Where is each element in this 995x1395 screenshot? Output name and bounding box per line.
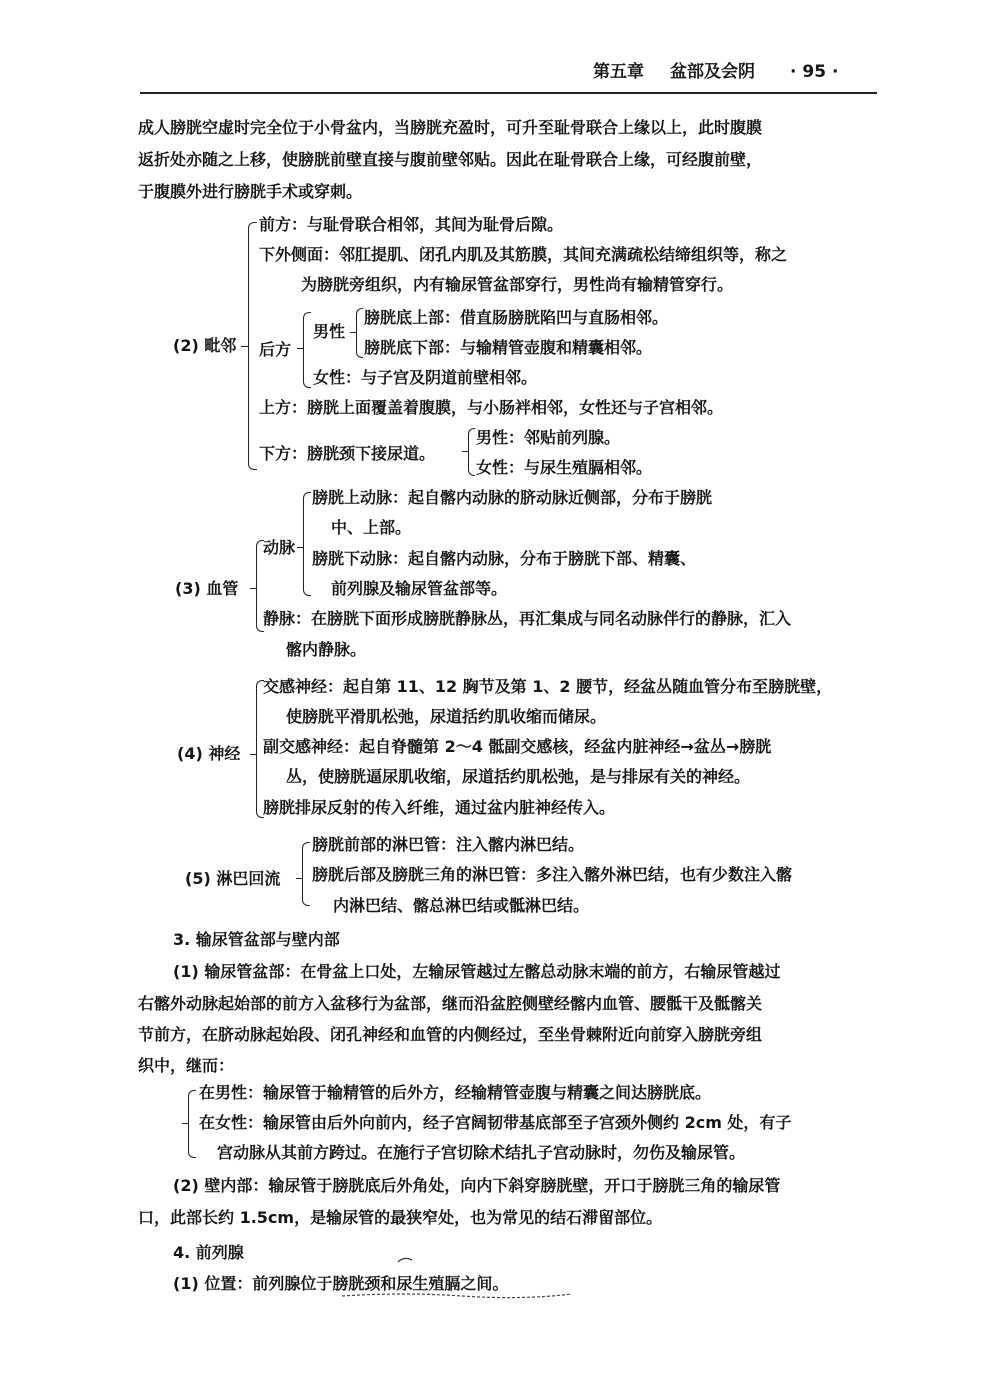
adjacent-female: 女性：与子宫及阴道前壁相邻。: [313, 368, 538, 387]
ureter-wall-1: (2) 壁内部：输尿管于膀胱底后外角处，向内下斜穿膀胱壁，开口于膀胱三角的输尿管: [173, 1176, 781, 1195]
adjacent-lateral-2: 为膀胱旁组织，内有输尿管盆部穿行，男性尚有输精管穿行。: [301, 275, 734, 294]
symp-1: 交感神经：起自第 11、12 胸节及第 1、2 腰节，经盆丛随血管分布至膀胱壁，: [263, 677, 833, 696]
ureter-sex-brace-tip: [182, 1123, 189, 1124]
nerves-label: (4) 神经: [177, 744, 241, 763]
vessels-brace-tip: [250, 588, 257, 589]
ureter-wall-2: 口，此部长约 1.5cm，是输尿管的最狭窄处，也为常见的结石滞留部位。: [138, 1208, 663, 1227]
sup-artery-1: 膀胱上动脉：起自髂内动脉的脐动脉近侧部，分布于膀胱: [312, 488, 713, 507]
ureter-pelvic-4: 织中，继而：: [138, 1056, 235, 1075]
adjacent-bottom-female: 女性：与尿生殖膈相邻。: [476, 458, 653, 477]
bottom-brace: [468, 428, 475, 476]
ureter-heading: 3. 输尿管盆部与壁内部: [173, 930, 340, 949]
male-brace-tip: [350, 332, 357, 333]
ureter-pelvic-1: (1) 输尿管盆部：在骨盆上口处，左输尿管越过左髂总动脉末端的前方，右输尿管越过: [173, 962, 781, 981]
lymph-front: 膀胱前部的淋巴管：注入髂内淋巴结。: [312, 835, 585, 854]
lymph-back-2: 内淋巴结、髂总淋巴结或骶淋巴结。: [333, 896, 590, 915]
vessels-label: (3) 血管: [175, 579, 239, 598]
sup-artery-2: 中、上部。: [331, 518, 412, 537]
symp-2: 使膀胱平滑肌松弛，尿道括约肌收缩而储尿。: [286, 707, 607, 726]
adjacent-brace-tip: [241, 346, 248, 347]
intro-line-3: 于腹膜外进行膀胱手术或穿刺。: [138, 182, 363, 201]
reflex-fibers: 膀胱排尿反射的传入纤维，通过盆内脏神经传入。: [263, 798, 616, 817]
prostate-heading: 4. 前列腺: [173, 1243, 244, 1262]
artery-brace: [303, 492, 311, 596]
adjacent-label: (2) 毗邻: [173, 336, 237, 355]
male-brace: [356, 308, 363, 358]
artery-brace-tip: [297, 547, 304, 548]
adjacent-back-label: 后方: [259, 340, 292, 359]
adjacent-top: 上方：膀胱上面覆盖着腹膜，与小肠袢相邻，女性还与子宫相邻。: [259, 398, 724, 417]
ureter-female-1: 在女性：输尿管由后外向前内，经子宫阔韧带基底部至子宫颈外侧约 2cm 处，有子: [199, 1113, 792, 1132]
lymph-label: (5) 淋巴回流: [185, 869, 281, 888]
adjacent-front: 前方：与耻骨联合相邻，其间为耻骨后隙。: [259, 215, 564, 234]
inf-artery-1: 膀胱下动脉：起自髂内动脉，分布于膀胱下部、精囊、: [312, 549, 697, 568]
ureter-male: 在男性：输尿管于输精管的后外方，经输精管壶腹与精囊之间达膀胱底。: [199, 1083, 712, 1102]
chapter-number: 第五章: [593, 62, 644, 82]
para-2: 丛，使膀胱逼尿肌收缩，尿道括约肌松弛，是与排尿有关的神经。: [286, 767, 751, 786]
chapter-title: 盆部及会阴: [670, 62, 755, 82]
adjacent-lateral-1: 下外侧面：邻肛提肌、闭孔内肌及其筋膜，其间充满疏松结缔组织等，称之: [259, 245, 788, 264]
ureter-sex-brace: [188, 1090, 196, 1158]
prostate-position: (1) 位置：前列腺位于膀胱颈和尿生殖膈之间。: [173, 1274, 509, 1293]
pen-mark: [330, 1250, 590, 1310]
vein-2: 髂内静脉。: [286, 640, 367, 659]
inf-artery-2: 前列腺及输尿管盆部等。: [331, 579, 508, 598]
vein-1: 静脉：在膀胱下面形成膀胱静脉丛，再汇集成与同名动脉伴行的静脉，汇入: [263, 609, 792, 628]
adjacent-bottom: 下方：膀胱颈下接尿道。: [259, 444, 436, 463]
nerves-brace-tip: [250, 754, 257, 755]
adjacent-male-label: 男性: [313, 322, 346, 341]
intro-line-1: 成人膀胱空虚时完全位于小骨盆内，当膀胱充盈时，可升至耻骨联合上缘以上，此时腹膜: [138, 118, 763, 137]
page-number: · 95 ·: [790, 62, 839, 82]
ureter-female-2: 宫动脉从其前方跨过。在施行子宫切除术结扎子宫动脉时，勿伤及输尿管。: [217, 1143, 746, 1162]
header-rule: [140, 92, 877, 94]
adjacent-brace: [248, 222, 257, 470]
para-1: 副交感神经：起自脊髓第 2～4 骶副交感核，经盆内脏神经→盆丛→膀胱: [263, 737, 772, 756]
intro-line-2: 返折处亦随之上移，使膀胱前壁直接与腹前壁邻贴。因此在耻骨联合上缘，可经腹前壁，: [138, 150, 763, 169]
bottom-brace-tip: [462, 451, 469, 452]
ureter-pelvic-2: 右髂外动脉起始部的前方入盆移行为盆部，继而沿盆腔侧壁经髂内血管、腰骶干及骶髂关: [138, 994, 763, 1013]
lymph-back-1: 膀胱后部及膀胱三角的淋巴管：多注入髂外淋巴结，也有少数注入髂: [312, 865, 793, 884]
back-brace-tip: [297, 348, 304, 349]
adjacent-male-lower: 膀胱底下部：与输精管壶腹和精囊相邻。: [364, 338, 653, 357]
ureter-pelvic-3: 节前方，在脐动脉起始段、闭孔神经和血管的内侧经过，至坐骨棘附近向前穿入膀胱旁组: [138, 1025, 763, 1044]
adjacent-male-upper: 膀胱底上部：借直肠膀胱陷凹与直肠相邻。: [364, 308, 669, 327]
back-brace: [303, 312, 311, 388]
artery-label: 动脉: [263, 538, 296, 557]
lymph-brace: [302, 842, 310, 906]
lymph-brace-tip: [296, 878, 303, 879]
adjacent-bottom-male: 男性：邻贴前列腺。: [476, 428, 621, 447]
